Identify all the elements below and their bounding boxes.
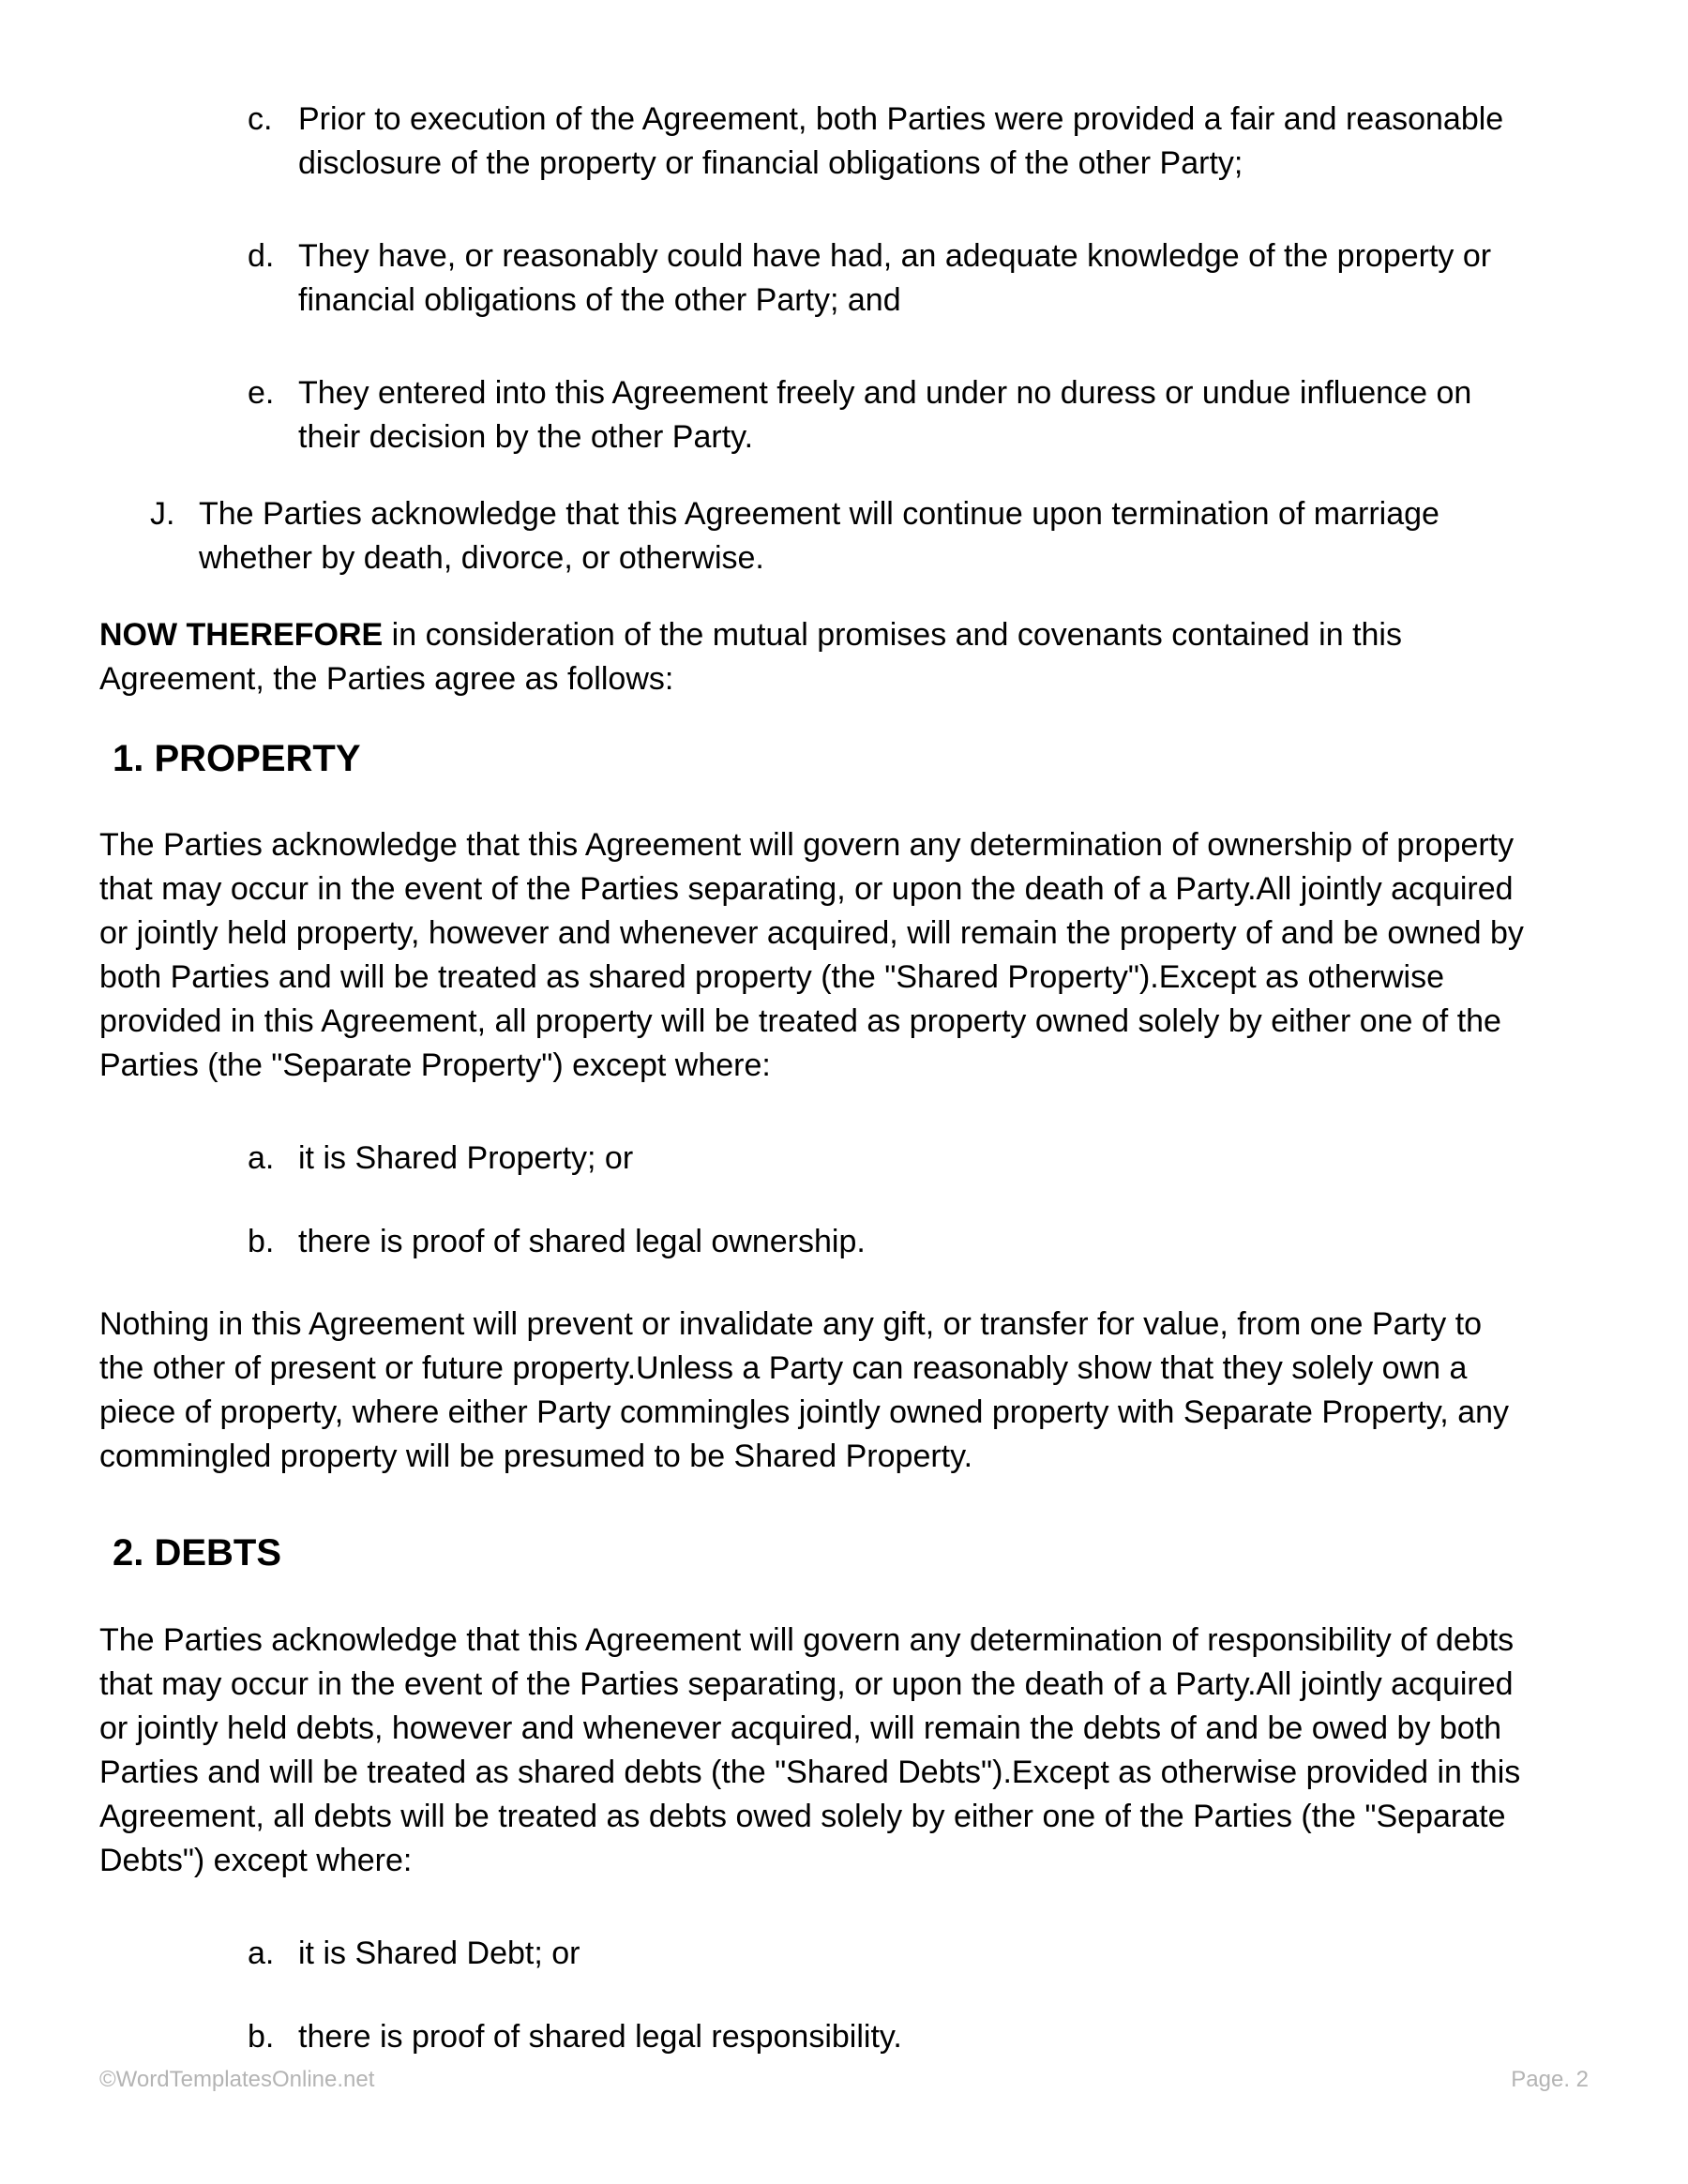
property-item-b-text: there is proof of shared legal ownership. <box>298 1224 866 1259</box>
now-therefore-rest: in consideration of the mutual promises and covenants contained in this <box>383 617 1402 653</box>
property-para2-line-1: Nothing in this Agreement will prevent or invalidate any gift, or transfer for value, from one Party to <box>99 1306 1483 1342</box>
clause-c-line-2: disclosure of the property or financial obligations of the other Party; <box>298 145 1243 181</box>
now-therefore-line-2: Agreement, the Parties agree as follows: <box>99 661 674 697</box>
debts-item-b-text: there is proof of shared legal responsibility. <box>298 2019 902 2055</box>
property-para1-line-2: that may occur in the event of the Parties separating, or upon the death of a Party.All jointly acquired <box>99 871 1514 907</box>
debts-para1-line-6: Debts") except where: <box>99 1843 413 1878</box>
debts-para1-line-4: Parties and will be treated as shared debts (the "Shared Debts").Except as otherwise provided in this <box>99 1755 1521 1790</box>
now-therefore-line-1 <box>99 613 1402 657</box>
clause-d-line-1: They have, or reasonably could have had, an adequate knowledge of the property or <box>298 238 1492 274</box>
property-para2-line-4: commingled property will be presumed to be Shared Property. <box>99 1438 973 1474</box>
clause-d-line-2: financial obligations of the other Party; and <box>298 282 901 318</box>
clause-d-marker: d. <box>248 238 275 274</box>
debts-para1-line-5: Agreement, all debts will be treated as debts owed solely by either one of the Parties (the "Separate <box>99 1799 1506 1834</box>
debts-para1-line-1: The Parties acknowledge that this Agreement will govern any determination of responsibility of debts <box>99 1622 1515 1658</box>
recital-j-marker: J. <box>150 496 175 532</box>
recital-j-line-2: whether by death, divorce, or otherwise. <box>199 540 764 576</box>
property-para1-line-1: The Parties acknowledge that this Agreement will govern any determination of ownership of property <box>99 827 1515 863</box>
clause-e-marker: e. <box>248 375 275 411</box>
debts-item-a-text: it is Shared Debt; or <box>298 1935 580 1971</box>
property-para1-line-6: Parties (the "Separate Property") except where: <box>99 1047 771 1083</box>
clause-e-line-1: They entered into this Agreement freely and under no duress or undue influence on <box>298 375 1472 411</box>
debts-item-b-marker: b. <box>248 2019 275 2055</box>
property-item-a-text: it is Shared Property; or <box>298 1140 634 1176</box>
now-therefore-bold: NOW THEREFORE <box>99 617 384 653</box>
section-heading-property: 1. PROPERTY <box>113 738 361 779</box>
debts-para1-line-2: that may occur in the event of the Parties separating, or upon the death of a Party.All jointly acquired <box>99 1666 1514 1702</box>
property-item-a-marker: a. <box>248 1140 275 1176</box>
clause-c-line-1: Prior to execution of the Agreement, both Parties were provided a fair and reasonable <box>298 101 1504 137</box>
property-para2-line-2: the other of present or future property.Unless a Party can reasonably show that they solely own a <box>99 1350 1468 1386</box>
clause-e-line-2: their decision by the other Party. <box>298 419 754 455</box>
property-para2-line-3: piece of property, where either Party commingles jointly owned property with Separate Property, any <box>99 1394 1510 1430</box>
property-para1-line-4: both Parties and will be treated as shared property (the "Shared Property").Except as otherwise <box>99 959 1444 995</box>
clause-c-marker: c. <box>248 101 273 137</box>
property-item-b-marker: b. <box>248 1224 275 1259</box>
recital-j-line-1: The Parties acknowledge that this Agreement will continue upon termination of marriage <box>199 496 1439 532</box>
property-para1-line-5: provided in this Agreement, all property will be treated as property owned solely by either one of the <box>99 1003 1501 1039</box>
section-heading-debts: 2. DEBTS <box>113 1532 282 1574</box>
debts-item-a-marker: a. <box>248 1935 275 1971</box>
property-para1-line-3: or jointly held property, however and whenever acquired, will remain the property of and be owned by <box>99 915 1524 951</box>
footer-copyright: ©WordTemplatesOnline.net <box>99 2067 375 2092</box>
debts-para1-line-3: or jointly held debts, however and whenever acquired, will remain the debts of and be owed by both <box>99 1710 1502 1746</box>
footer-page-number: Page. 2 <box>1511 2067 1589 2092</box>
